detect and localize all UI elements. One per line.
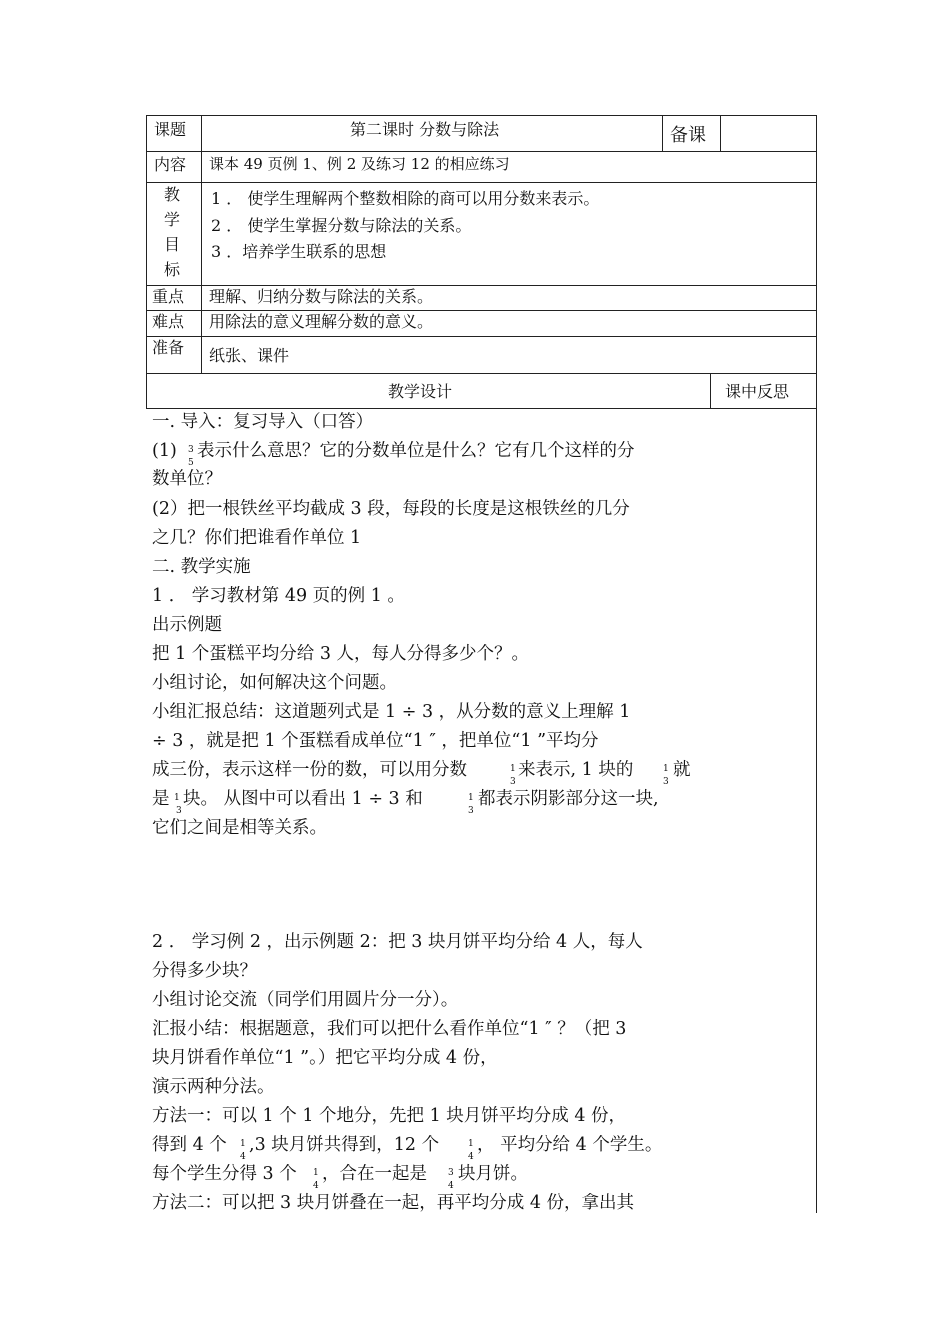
fraction-1-3-den-d: 3 [468, 806, 474, 816]
body-line-14c: 都表示阴影部分这一块, [478, 789, 659, 809]
body-line-24b: ，合在一起是 [322, 1164, 427, 1184]
key-value: 理解、归纳分数与除法的关系。 [209, 287, 434, 306]
body-line-18: 小组讨论交流（同学们用圆片分一分）。 [152, 990, 459, 1010]
fraction-3-4-den: 4 [448, 1181, 454, 1191]
design-title: 教学设计 [388, 382, 453, 401]
goals-label-char-3: 目 [164, 235, 181, 254]
body-line-3: 数单位？ [152, 469, 222, 489]
body-line-4: (2）把一根铁丝平均截成 3 段，每段的长度是这根铁丝的几分 [152, 499, 630, 519]
fraction-1-3-num-c: 1 [174, 793, 180, 803]
fraction-1-4-num-c: 1 [313, 1168, 319, 1178]
body-line-1: 一. 导入：复习导入（口答） [152, 412, 374, 432]
key-label: 重点 [152, 287, 185, 306]
body-line-5: 之几？你们把谁看作单位 1 [152, 528, 362, 548]
fraction-1-4-num-a: 1 [240, 1139, 246, 1149]
body-line-21: 演示两种分法。 [152, 1077, 275, 1097]
body-line-25: 方法二：可以把 3 块月饼叠在一起，再平均分成 4 份，拿出其 [152, 1193, 635, 1213]
body-line-24a: 每个学生分得 3 个 [152, 1164, 297, 1184]
fraction-1-4-den-c: 4 [313, 1181, 319, 1191]
body-line-19: 汇报小结：根据题意，我们可以把什么看作单位“1 ″ ？（把 3 [152, 1019, 627, 1039]
body-line-13b: 来表示, 1 块的 [518, 760, 634, 780]
fraction-1-3-num-d: 1 [468, 793, 474, 803]
topic-value: 第二课时 分数与除法 [350, 120, 500, 139]
row-divider-2 [146, 182, 817, 183]
body-line-13c: 就 [673, 760, 691, 780]
prep-label: 备课 [670, 125, 706, 146]
design-header-bottom [146, 408, 817, 409]
difficulty-value: 用除法的意义理解分数的意义。 [209, 312, 434, 331]
body-line-15: 它们之间是相等关系。 [152, 818, 327, 838]
body-line-23b: ,3 块月饼共得到，12 个 [249, 1135, 440, 1155]
fraction-1-3-den-a: 3 [510, 777, 516, 787]
body-line-14a: 是 [152, 789, 170, 809]
body-line-16: 2 ． 学习例 2 ，出示例题 2：把 3 块月饼平均分给 4 人，每人 [152, 932, 643, 952]
fraction-1-4-den-b: 4 [468, 1152, 474, 1162]
difficulty-label: 难点 [152, 312, 185, 331]
fraction-3-4-num: 3 [448, 1168, 454, 1178]
table-right-border [816, 115, 817, 1213]
fraction-1-3-den-b: 3 [663, 777, 669, 787]
body-line-2b: 表示什么意思？它的分数单位是什么？它有几个这样的分 [197, 441, 635, 461]
reflection-column-divider [710, 373, 711, 409]
goals-label-char-2: 学 [164, 210, 181, 229]
goals-label-char-1: 教 [164, 185, 181, 204]
body-line-22: 方法一：可以 1 个 1 个地分，先把 1 块月饼平均分成 4 份， [152, 1106, 627, 1126]
prep-column-divider-1 [662, 115, 663, 152]
body-line-2a: (1) [152, 441, 177, 461]
prepare-label: 准备 [152, 338, 185, 357]
goal-1: 1 ． 使学生理解两个整数相除的商可以用分数来表示。 [211, 189, 600, 208]
goal-2: 2 ． 使学生掌握分数与除法的关系。 [211, 216, 472, 235]
fraction-1-3-den-c: 3 [176, 806, 182, 816]
body-line-17: 分得多少块？ [152, 961, 257, 981]
body-line-12: ÷ 3 ，就是把 1 个蛋糕看成单位“1 ″ ，把单位“1 ”平均分 [152, 731, 599, 751]
fraction-3-5-num: 3 [188, 445, 194, 455]
body-line-6: 二. 教学实施 [152, 557, 251, 577]
body-line-7: 1 ． 学习教材第 49 页的例 1 。 [152, 586, 405, 606]
prep-column-divider-2 [720, 115, 721, 152]
content-value: 课本 49 页例 1、例 2 及练习 12 的相应练习 [209, 155, 510, 173]
prepare-value: 纸张、课件 [209, 346, 290, 365]
fraction-1-4-num-b: 1 [468, 1139, 474, 1149]
row-divider-3 [146, 285, 817, 286]
row-divider-5 [146, 336, 817, 337]
goal-3: 3 ．培养学生联系的思想 [211, 242, 387, 261]
row-divider-4 [146, 310, 817, 311]
fraction-3-5-den: 5 [188, 458, 194, 468]
body-line-9: 把 1 个蛋糕平均分给 3 人，每人分得多少个？。 [152, 644, 530, 664]
row-divider-1 [146, 151, 817, 152]
goals-label-char-4: 标 [164, 260, 181, 279]
body-line-24c: 块月饼。 [458, 1164, 528, 1184]
fraction-1-3-num-a: 1 [510, 764, 516, 774]
row-divider-6 [146, 373, 817, 374]
topic-label: 课题 [154, 120, 187, 139]
body-line-23a: 得到 4 个 [152, 1135, 227, 1155]
body-line-11: 小组汇报总结：这道题列式是 1 ÷ 3 ，从分数的意义上理解 1 [152, 702, 631, 722]
table-left-border [146, 115, 147, 409]
fraction-1-4-den-a: 4 [240, 1152, 246, 1162]
body-line-14b: 块。 从图中可以看出 1 ÷ 3 和 [183, 789, 423, 809]
content-label: 内容 [154, 155, 187, 174]
body-line-23c: ， 平均分给 4 个学生。 [477, 1135, 663, 1155]
fraction-1-3-num-b: 1 [663, 764, 669, 774]
reflection-label: 课中反思 [725, 382, 790, 401]
body-line-8: 出示例题 [152, 615, 222, 635]
body-line-13a: 成三份，表示这样一份的数，可以用分数 [152, 760, 467, 780]
body-line-20: 块月饼看作单位“1 ”。）把它平均分成 4 份， [152, 1048, 498, 1068]
table-top-border [146, 115, 817, 116]
body-line-10: 小组讨论，如何解决这个问题。 [152, 673, 397, 693]
